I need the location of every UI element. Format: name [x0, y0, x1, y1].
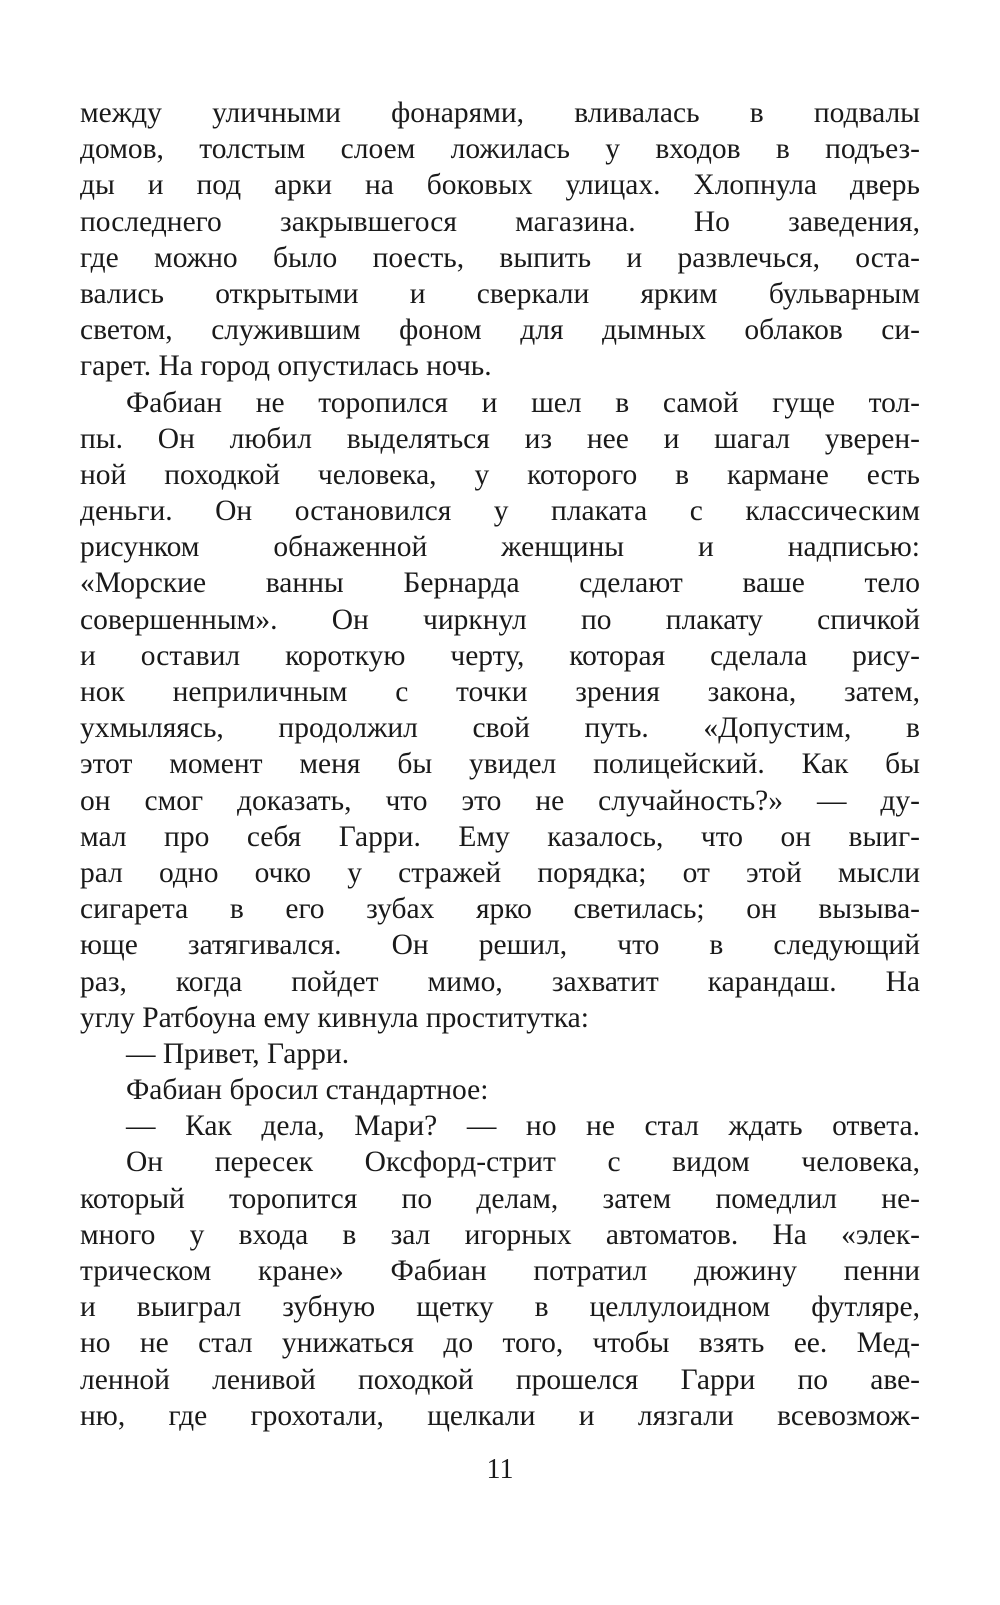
text-line: и оставил короткую черту, которая сделала рису- [80, 639, 920, 672]
text-line: гарет. На город опустилась ночь. [80, 350, 492, 383]
text-line: ню, где грохотали, щелкали и лязгали всевозмож- [80, 1399, 920, 1432]
text-line: вались открытыми и сверкали ярким бульварным [80, 277, 920, 310]
text-line: — Как дела, Мари? — но не стал ждать ответа. [126, 1110, 920, 1143]
text-line: ной походкой человека, у которого в кармане есть [80, 458, 920, 491]
text-line: между уличными фонарями, вливалась в подвалы [80, 97, 920, 129]
text-line: деньги. Он остановился у плаката с классическим [80, 495, 920, 528]
text-line: нок неприличным с точки зрения закона, затем, [80, 676, 920, 708]
text-line: ленной ленивой походкой прошелся Гарри по аве- [80, 1363, 920, 1396]
text-line: Фабиан не торопился и шел в самой гуще тол- [126, 386, 920, 419]
page-number: 11 [486, 1454, 514, 1485]
text-line: последнего закрывшегося магазина. Но заведения, [80, 205, 920, 238]
text-line: который торопится по делам, затем помедлил не- [80, 1182, 920, 1215]
text-line: пы. Он любил выделяться из нее и шагал уверен- [80, 422, 920, 455]
text-line: ды и под арки на боковых улицах. Хлопнула дверь [80, 169, 920, 202]
text-line: он смог доказать, что это не случайность?» — ду- [80, 784, 920, 817]
text-line: — Привет, Гарри. [126, 1037, 350, 1070]
text-line: трическом кране» Фабиан потратил дюжину пенни [80, 1255, 920, 1287]
text-line: сигарета в его зубах ярко светилась; он вызыва- [80, 893, 920, 926]
text-line: рал одно очко у стражей порядка; от этой мысли [80, 856, 920, 889]
text-line: много у входа в зал игорных автоматов. На «элек- [80, 1218, 920, 1251]
text-line: углу Ратбоуна ему кивнула проститутка: [80, 1001, 589, 1034]
text-line: мал про себя Гарри. Ему казалось, что он выиг- [80, 820, 920, 853]
text-line: юще затягивался. Он решил, что в следующий [80, 929, 920, 962]
text-line: Он пересек Оксфорд-стрит с видом человека, [126, 1146, 920, 1179]
text-line: «Морские ванны Бернарда сделают ваше тело [80, 567, 920, 600]
text-line: домов, толстым слоем ложилась у входов в подъез- [80, 133, 920, 166]
text-line: раз, когда пойдет мимо, захватит карандаш. На [80, 965, 920, 998]
text-line: рисунком обнаженной женщины и надписью: [80, 531, 920, 564]
text-line: светом, служившим фоном для дымных облаков си- [80, 314, 920, 347]
text-line: и выиграл зубную щетку в целлулоидном футляре, [80, 1291, 920, 1324]
text-line: ухмыляясь, продолжил свой путь. «Допустим, в [80, 712, 920, 745]
text-line: Фабиан бросил стандартное: [126, 1074, 489, 1107]
text-line: этот момент меня бы увидел полицейский. Как бы [80, 748, 920, 781]
page-text [80, 95, 920, 1434]
text-line: совершенным». Он чиркнул по плакату спичкой [80, 603, 920, 636]
text-line: где можно было поесть, выпить и развлечься, оста- [80, 241, 920, 274]
text-line: но не стал унижаться до того, чтобы взять ее. Мед- [80, 1327, 920, 1360]
